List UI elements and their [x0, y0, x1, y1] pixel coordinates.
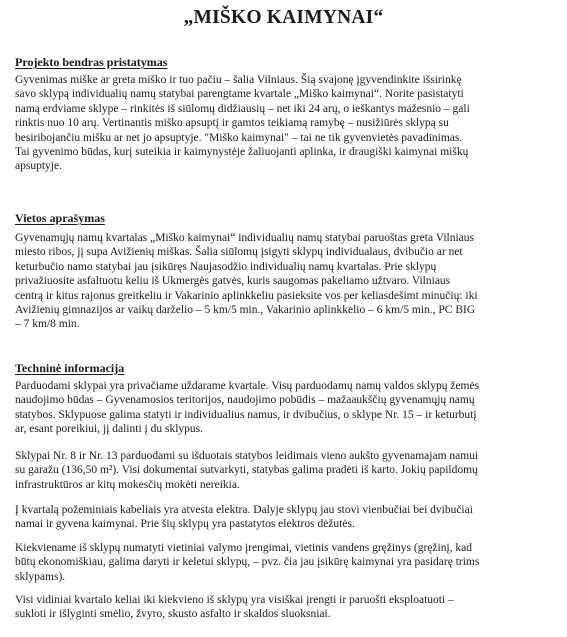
text-line: Kiekviename iš sklypų numatyti vietiniai valymo įrengimai, vietinis vandens gręžinys (gręžinį, kad — [15, 542, 473, 554]
paragraph-technical-2 — [15, 449, 555, 492]
paragraph-technical-4 — [15, 541, 555, 584]
text-line: centrą ir kitus rajonus greitkeliu ir Vakarinio aplinkkeliu pasieksite vos per keliasdešimt minučių: iki — [15, 289, 478, 302]
text-line: būtų ekonomiškiau, galima daryti ir keletui sklypų, – pvz. čia jau įsikūrę kaimynai yra pasidarę trims — [15, 556, 480, 569]
text-line: apsuptyje. — [15, 160, 62, 173]
text-line: Gyvenimas miške ar greta miško ir tuo pačiu – šalia Vilniaus. Šią svajonę įgyvendinkite išsirinkę — [15, 74, 462, 86]
text-line: namai ir gyvena kaimynai. Prie šių sklypų yra pastatytos elektros dėžutės. — [15, 518, 355, 531]
text-line: Gyvenamųjų namų kvartalas „Miško kaimynai“ individualių namų statybai paruoštas greta Vilniaus — [15, 232, 474, 244]
paragraph-location — [15, 231, 555, 332]
text-line: Visi vidiniai kvartalo keliai iki kiekvieno iš sklypų yra visiškai įrengti ir paruošti eksploatuoti – — [15, 594, 454, 606]
text-line: Avižienių gimnazijos ar vaikų darželio – 5 km/5 min., Vakarinio aplinkkelio – 6 km/5 min., PC BIG — [15, 304, 476, 317]
text-line: Sklypai Nr. 8 ir Nr. 13 parduodami su išduotais statybos leidimais vieno aukšto gyvenamajam namui — [15, 450, 479, 462]
paragraph-technical-3 — [15, 503, 555, 532]
text-line: sklypams). — [15, 570, 66, 583]
paragraph-overview — [15, 73, 555, 174]
text-line: ar, esant poreikiui, jį dalinti į du sklypus. — [15, 423, 203, 436]
text-line: rinktis nuo 10 arų. Vertinantis miško apsuptį ir gamtos teikiamą ramybę – nusižiūrės sklypą su — [15, 117, 449, 130]
text-line: privažiuosite asfaltuotu keliu iš Ukmergės gatvės, kuris saugomas pakeliamo užtvaro. Vilniaus — [15, 275, 451, 288]
text-line: naudojimo būdas – Gyvenamosios teritorijos, naudojimo pobūdis – mažaaukščių gyvenamųjų namų — [15, 394, 475, 407]
text-line: keturbučio namo statybai jau įsikūręs Naujasodžio individualių namų kvartalas. Prie sklypų — [15, 260, 437, 273]
text-line: su garažu (136,50 m²). Visi dokumentai sutvarkyti, statybas galima pradėti iš karto. Jokių papildomų — [15, 464, 478, 477]
paragraph-technical-5 — [15, 593, 555, 622]
text-line: infrastruktūros ar kitų mokesčių mokėti nereikia. — [15, 478, 240, 491]
section-heading-technical: Techninė informacija — [15, 361, 125, 375]
text-line: namą erdviame sklype – rinkitės iš siūlomų didžiausių – net iki 24 arų, o ieškantys mažesnio – gali — [15, 102, 470, 115]
text-line: sukloti ir išlyginti smėlio, žvyro, skusto asfalto ir skaldos sluoksniai. — [15, 608, 331, 621]
text-line: miesto ribos, jį supa Avižienių miškas. Šalia siūlomų įsigyti sklypų individualaus, dvibučio ar net — [15, 246, 463, 259]
text-line: Į kvartalą požeminiais kabeliais yra atvesta elektra. Dalyje sklypų jau stovi vienbučiai bei dvibučiai — [15, 504, 473, 516]
text-line: savo sklypą individualių namų statybai parengtame kvartale „Miško kaimynai“. Norite pasistatyti — [15, 88, 464, 101]
paragraph-technical-1 — [15, 379, 555, 437]
text-line: Parduodami sklypai yra privačiame uždarame kvartale. Visų parduodamų namų valdos sklypų žemės — [15, 380, 480, 392]
section-heading-location: Vietos aprašymas — [15, 211, 105, 225]
text-line: statybos. Sklypuose galima statyti ir individualius namus, ir dvibučius, o sklype Nr. 15 – ir keturbutį — [15, 408, 477, 421]
section-heading-overview: Projekto bendras pristatymas — [15, 55, 168, 69]
text-line: Tai gyvenimo būdas, kurį suteikia ir kaimynystėje žaliuojanti aplinka, ir draugiški kaimynai miškų — [15, 146, 469, 159]
text-line: besiribojančiu mišku ar net jo apsuptyje. "Miško kaimynai" – tai ne tik gyvenvietės pavadinimas. — [15, 131, 463, 144]
text-line: – 7 km/8 min. — [15, 318, 80, 331]
document-title: „MIŠKO KAIMYNAI“ — [183, 7, 384, 28]
